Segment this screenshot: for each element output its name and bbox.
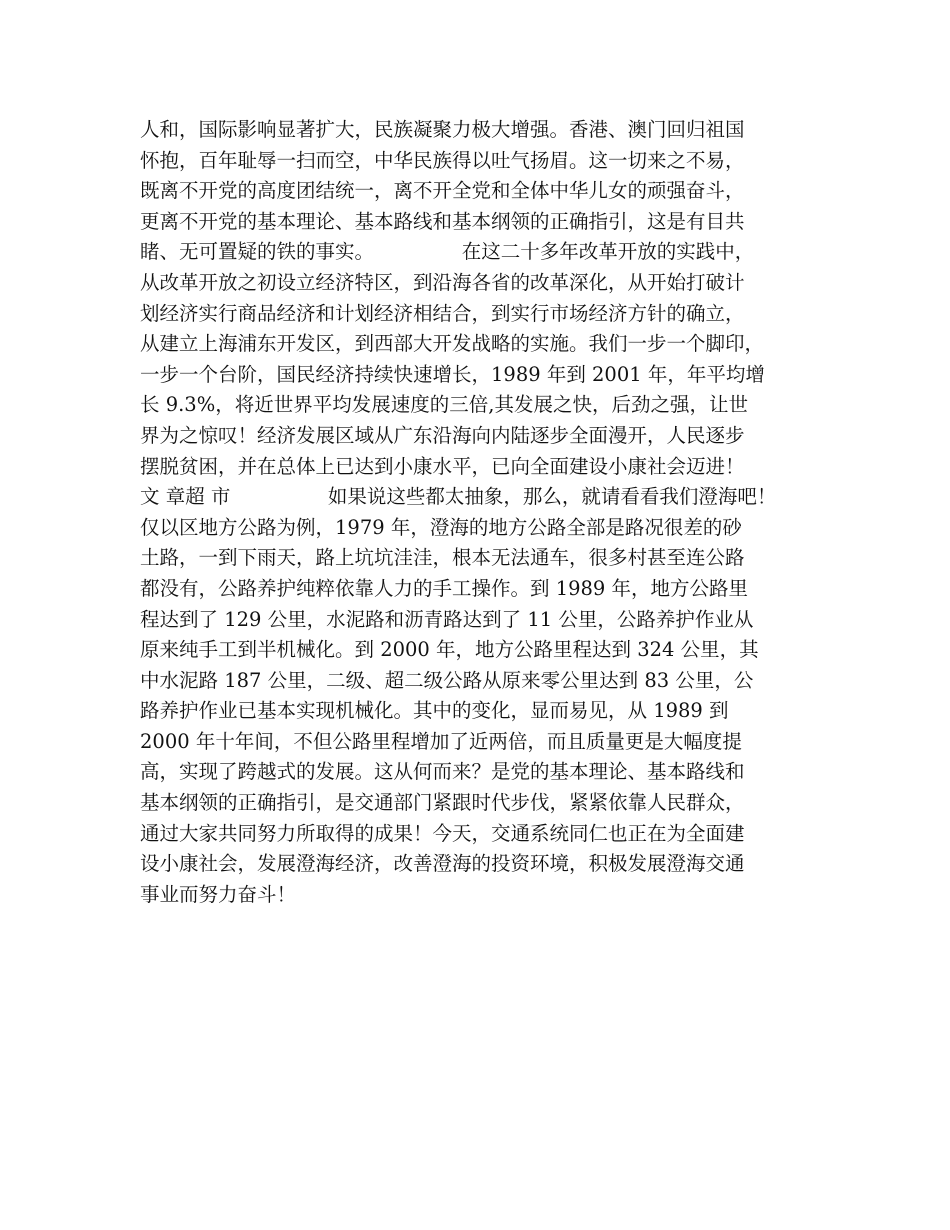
- text-line: 摆脱贫困，并在总体上已达到小康水平，已向全面建设小康社会迈进！: [140, 454, 745, 478]
- text-line: 一步一个台阶，国民经济持续快速增长，1989 年到 2001 年，年平均增: [140, 362, 765, 386]
- text-line: 睹、无可置疑的铁的事实。 在这二十多年改革开放的实践中，: [140, 240, 755, 264]
- text-line: 原来纯手工到半机械化。到 2000 年，地方公路里程达到 324 公里，其: [140, 638, 759, 662]
- text-line: 人和，国际影响显著扩大，民族凝聚力极大增强。香港、澳门回归祖国: [140, 118, 745, 141]
- text-line: 更离不开党的基本理论、基本路线和基本纲领的正确指引，这是有目共: [140, 209, 745, 233]
- text-line: 从改革开放之初设立经济特区，到沿海各省的改革深化，从开始打破计: [140, 270, 745, 294]
- text-line: 通过大家共同努力所取得的成果！今天，交通系统同仁也正在为全面建: [140, 821, 745, 845]
- text-line: 既离不开党的高度团结统一，离不开全党和全体中华儿女的顽强奋斗，: [140, 179, 745, 203]
- text-line: 界为之惊叹！经济发展区域从广东沿海向内陆逐步全面漫开，人民逐步: [140, 423, 745, 447]
- text-line: 仅以区地方公路为例，1979 年，澄海的地方公路全部是路况很差的砂: [140, 515, 742, 539]
- text-line: 事业而努力奋斗！: [140, 882, 297, 906]
- text-line: 设小康社会，发展澄海经济，改善澄海的投资环境，积极发展澄海交通: [140, 852, 745, 876]
- text-line: 程达到了 129 公里，水泥路和沥青路达到了 11 公里，公路养护作业从: [140, 607, 754, 631]
- body-text: [140, 115, 840, 910]
- text-line: 土路，一到下雨天，路上坑坑洼洼，根本无法通车，很多村甚至连公路: [140, 546, 745, 570]
- text-line: 都没有，公路养护纯粹依靠人力的手工操作。到 1989 年，地方公路里: [140, 576, 749, 600]
- text-line: 基本纲领的正确指引，是交通部门紧跟时代步伐，紧紧依靠人民群众，: [140, 791, 745, 815]
- text-line: 路养护作业已基本实现机械化。其中的变化，显而易见，从 1989 到: [140, 699, 729, 723]
- text-line: 划经济实行商品经济和计划经济相结合，到实行市场经济方针的确立，: [140, 301, 745, 325]
- text-line: 怀抱，百年耻辱一扫而空，中华民族得以吐气扬眉。这一切来之不易，: [140, 148, 745, 172]
- text-line: 长 9.3%，将近世界平均发展速度的三倍,其发展之快，后劲之强，让世: [140, 393, 748, 417]
- text-line: 从建立上海浦东开发区，到西部大开发战略的实施。我们一步一个脚印，: [140, 332, 765, 356]
- text-line: 2000 年十年间，不但公路里程增加了近两倍，而且质量更是大幅度提: [140, 729, 742, 753]
- text-line: 文 章超 市 如果说这些都太抽象，那么，就请看看我们澄海吧！: [140, 485, 777, 509]
- text-line: 中水泥路 187 公里，二级、超二级公路从原来零公里达到 83 公里，公: [140, 668, 754, 692]
- text-line: 高，实现了跨越式的发展。这从何而来？是党的基本理论、基本路线和: [140, 760, 745, 784]
